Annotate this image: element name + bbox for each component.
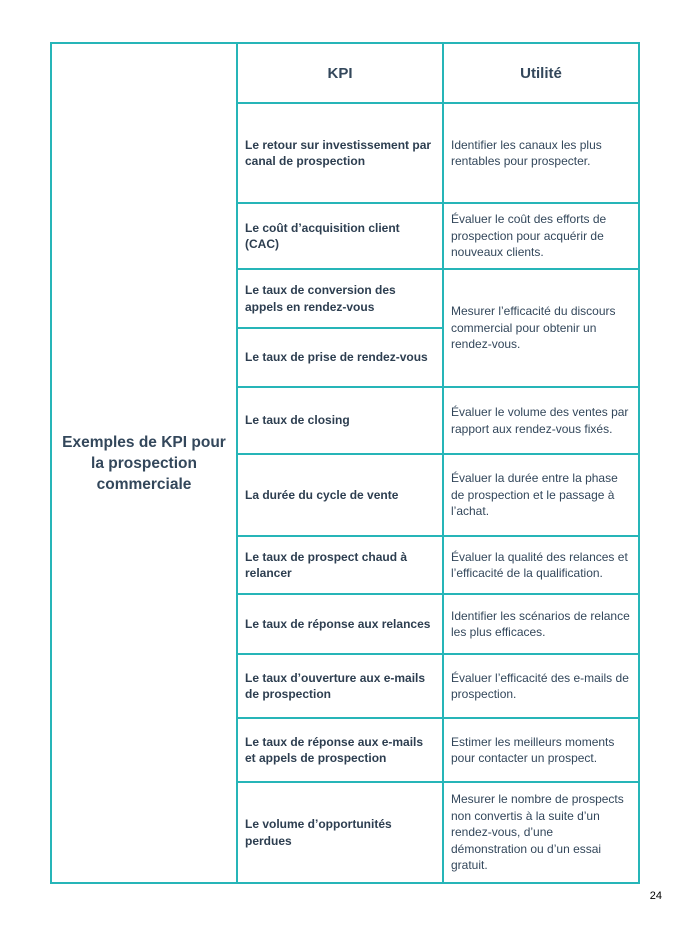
utility-cell: Évaluer l’efficacité des e-mails de prospection. (443, 654, 639, 718)
utility-cell: Évaluer le volume des ventes par rapport aux rendez-vous fixés. (443, 387, 639, 454)
kpi-cell: Le taux de prospect chaud à relancer (237, 536, 443, 594)
table-header-row (51, 43, 639, 103)
kpi-cell: Le taux de prise de rendez-vous (237, 328, 443, 387)
utility-cell: Évaluer le coût des efforts de prospection pour acquérir de nouveaux clients. (443, 203, 639, 269)
header-utility: Utilité (443, 43, 639, 103)
kpi-cell: Le taux de réponse aux e-mails et appels de prospection (237, 718, 443, 782)
kpi-cell: Le retour sur investissement par canal de prospection (237, 103, 443, 203)
table-left-label: Exemples de KPI pour la prospection commerciale (51, 43, 237, 883)
kpi-cell: Le taux de conversion des appels en rendez-vous (237, 269, 443, 328)
kpi-cell: La durée du cycle de vente (237, 454, 443, 536)
utility-cell: Mesurer l’efficacité du discours commercial pour obtenir un rendez-vous. (443, 269, 639, 387)
utility-cell: Mesurer le nombre de prospects non convertis à la suite d’un rendez-vous, d’une démonstration ou d’un essai gratuit. (443, 782, 639, 883)
header-kpi: KPI (237, 43, 443, 103)
utility-cell: Identifier les scénarios de relance les plus efficaces. (443, 594, 639, 654)
utility-cell: Évaluer la durée entre la phase de prospection et le passage à l’achat. (443, 454, 639, 536)
kpi-cell: Le taux d’ouverture aux e-mails de prospection (237, 654, 443, 718)
utility-cell: Identifier les canaux les plus rentables pour prospecter. (443, 103, 639, 203)
utility-cell: Évaluer la qualité des relances et l’efficacité de la qualification. (443, 536, 639, 594)
kpi-cell: Le taux de closing (237, 387, 443, 454)
kpi-cell: Le coût d’acquisition client (CAC) (237, 203, 443, 269)
kpi-cell: Le taux de réponse aux relances (237, 594, 443, 654)
utility-cell: Estimer les meilleurs moments pour contacter un prospect. (443, 718, 639, 782)
kpi-table (50, 42, 640, 884)
kpi-cell: Le volume d’opportunités perdues (237, 782, 443, 883)
page-number: 24 (649, 890, 662, 902)
